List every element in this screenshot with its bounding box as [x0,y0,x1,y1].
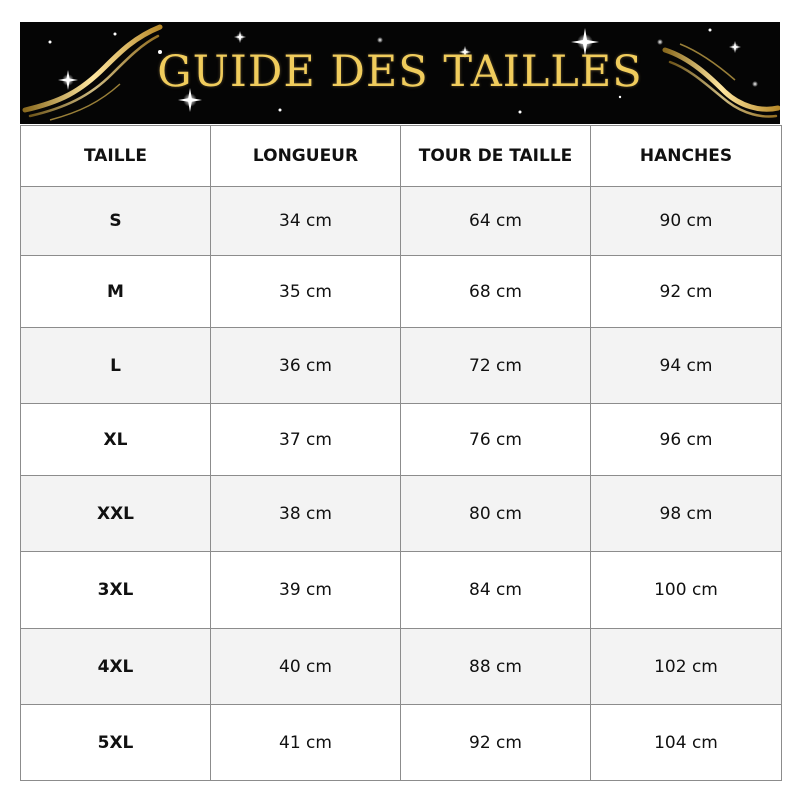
waist-cell: 68 cm [401,256,591,328]
waist-cell: 84 cm [401,552,591,629]
length-cell: 40 cm [211,629,401,705]
size-cell: 3XL [21,552,211,629]
page-title: GUIDE DES TAILLES [157,47,643,97]
size-cell: L [21,328,211,404]
hips-cell: 102 cm [591,629,782,705]
table-row [21,552,782,629]
header-waist: TOUR DE TAILLE [401,126,591,187]
size-cell: XXL [21,476,211,552]
hips-cell: 96 cm [591,404,782,476]
size-cell: S [21,187,211,256]
table-row [21,187,782,256]
size-cell: 5XL [21,705,211,781]
table-row [21,476,782,552]
waist-cell: 80 cm [401,476,591,552]
table-row [21,256,782,328]
header-hips: HANCHES [591,126,782,187]
size-cell: 4XL [21,629,211,705]
hips-cell: 98 cm [591,476,782,552]
length-cell: 38 cm [211,476,401,552]
table-row [21,705,782,781]
waist-cell: 76 cm [401,404,591,476]
length-cell: 36 cm [211,328,401,404]
hips-cell: 94 cm [591,328,782,404]
length-cell: 35 cm [211,256,401,328]
table-row [21,328,782,404]
table-row [21,629,782,705]
hips-cell: 92 cm [591,256,782,328]
size-cell: M [21,256,211,328]
waist-cell: 92 cm [401,705,591,781]
hips-cell: 104 cm [591,705,782,781]
length-cell: 41 cm [211,705,401,781]
waist-cell: 64 cm [401,187,591,256]
length-cell: 34 cm [211,187,401,256]
hips-cell: 90 cm [591,187,782,256]
length-cell: 37 cm [211,404,401,476]
table-header-row [21,126,782,187]
waist-cell: 88 cm [401,629,591,705]
size-cell: XL [21,404,211,476]
size-guide-table [20,125,782,781]
waist-cell: 72 cm [401,328,591,404]
header-length: LONGUEUR [211,126,401,187]
hips-cell: 100 cm [591,552,782,629]
header-size: TAILLE [21,126,211,187]
header-banner [20,22,780,124]
length-cell: 39 cm [211,552,401,629]
table-row [21,404,782,476]
